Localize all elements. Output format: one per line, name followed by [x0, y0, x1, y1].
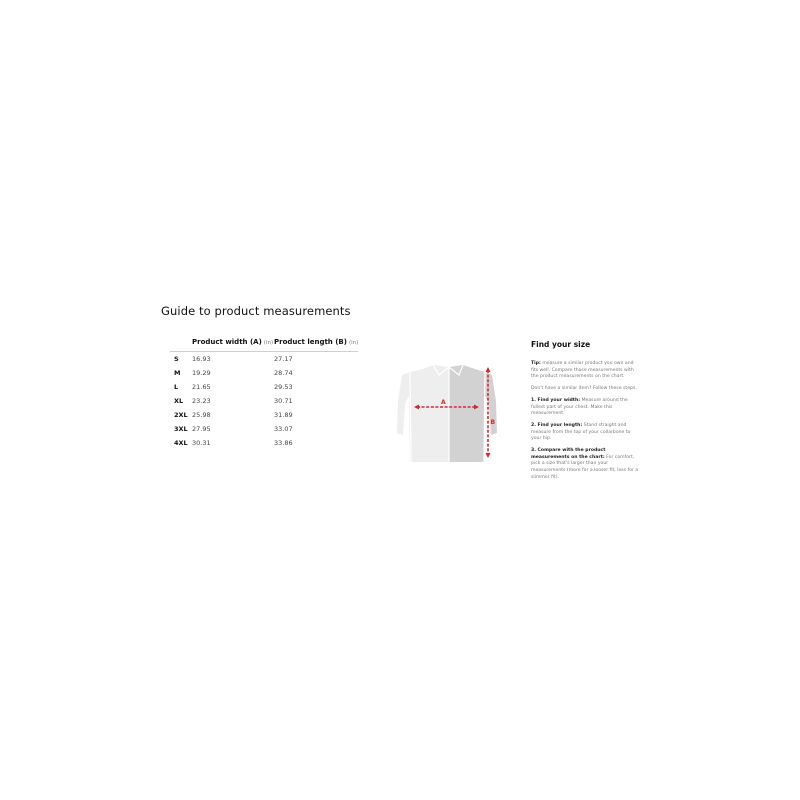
step-3: [531, 448, 639, 482]
tip-paragraph: [531, 361, 639, 381]
length-cell: 33.86: [274, 439, 293, 447]
shirt-right-half: [449, 365, 497, 462]
length-column-header: [274, 336, 358, 352]
width-cell: 19.29: [192, 369, 211, 377]
size-column-header: [170, 336, 192, 352]
size-cell: M: [174, 369, 181, 377]
page-title: Guide to product measurements: [161, 304, 351, 318]
length-cell: 30.71: [274, 397, 293, 405]
shirt-left-half: [397, 365, 449, 462]
size-cell: XL: [174, 397, 184, 405]
width-column-header: [192, 336, 274, 352]
length-cell: 27.17: [274, 355, 293, 363]
table-row: [170, 422, 358, 436]
length-cell: 31.89: [274, 411, 293, 419]
tip-label: Tip:: [531, 361, 541, 366]
step-1: [531, 398, 639, 418]
width-cell: 21.65: [192, 383, 211, 391]
width-cell: 25.98: [192, 411, 211, 419]
width-cell: 30.31: [192, 439, 211, 447]
step-1-text: Measure around the fullest part of your chest. Make this measurement.: [531, 397, 628, 417]
length-cell: 29.53: [274, 383, 293, 391]
step-2: [531, 423, 639, 443]
size-cell: L: [174, 383, 179, 391]
table-row: [170, 394, 358, 408]
size-cell: 4XL: [174, 439, 188, 447]
length-label-b: B: [490, 419, 496, 426]
find-your-size-title: Find your size: [531, 340, 591, 349]
length-arrow-top-head: [486, 367, 491, 372]
size-table: [170, 336, 358, 450]
length-header-label: Product length (B): [274, 338, 347, 346]
width-header-unit: (in): [263, 340, 274, 346]
table-row: [170, 352, 358, 367]
shirt-measurement-diagram: [397, 361, 501, 462]
table-row: [170, 380, 358, 394]
size-cell: 3XL: [174, 425, 188, 433]
find-your-size-panel: [531, 340, 639, 487]
table-header-row: [170, 336, 358, 352]
width-cell: 16.93: [192, 355, 211, 363]
table-row: [170, 436, 358, 450]
table-row: [170, 408, 358, 422]
length-arrow-bottom-head: [486, 453, 491, 458]
step-1-title: 1. Find your width:: [531, 397, 581, 403]
step-3-text: For comfort, pick a size that's larger than your measurements (more for a looser fit, less for a slimmer fit).: [531, 454, 639, 480]
width-cell: 23.23: [192, 397, 211, 405]
step-2-title: 2. Find your length:: [531, 422, 583, 428]
step-2-text: Stand straight and measure from the top of your collarbone to your hip.: [531, 422, 631, 442]
length-cell: 28.74: [274, 369, 293, 377]
step-3-title: 3. Compare with the product measurements on the chart:: [531, 448, 606, 460]
size-cell: S: [174, 355, 179, 363]
size-cell: 2XL: [174, 411, 188, 419]
width-header-label: Product width (A): [192, 338, 262, 346]
no-similar-item-text: Don't have a similar item? Follow these steps.: [531, 386, 637, 392]
tip-text: measure a similar product you own and fits well. Compare those measurements with the product measurements on the chart.: [531, 361, 634, 380]
table-row: [170, 366, 358, 380]
length-header-unit: (in): [348, 340, 359, 346]
width-cell: 27.95: [192, 425, 211, 433]
length-cell: 33.07: [274, 425, 293, 433]
width-label-a: A: [441, 399, 446, 406]
